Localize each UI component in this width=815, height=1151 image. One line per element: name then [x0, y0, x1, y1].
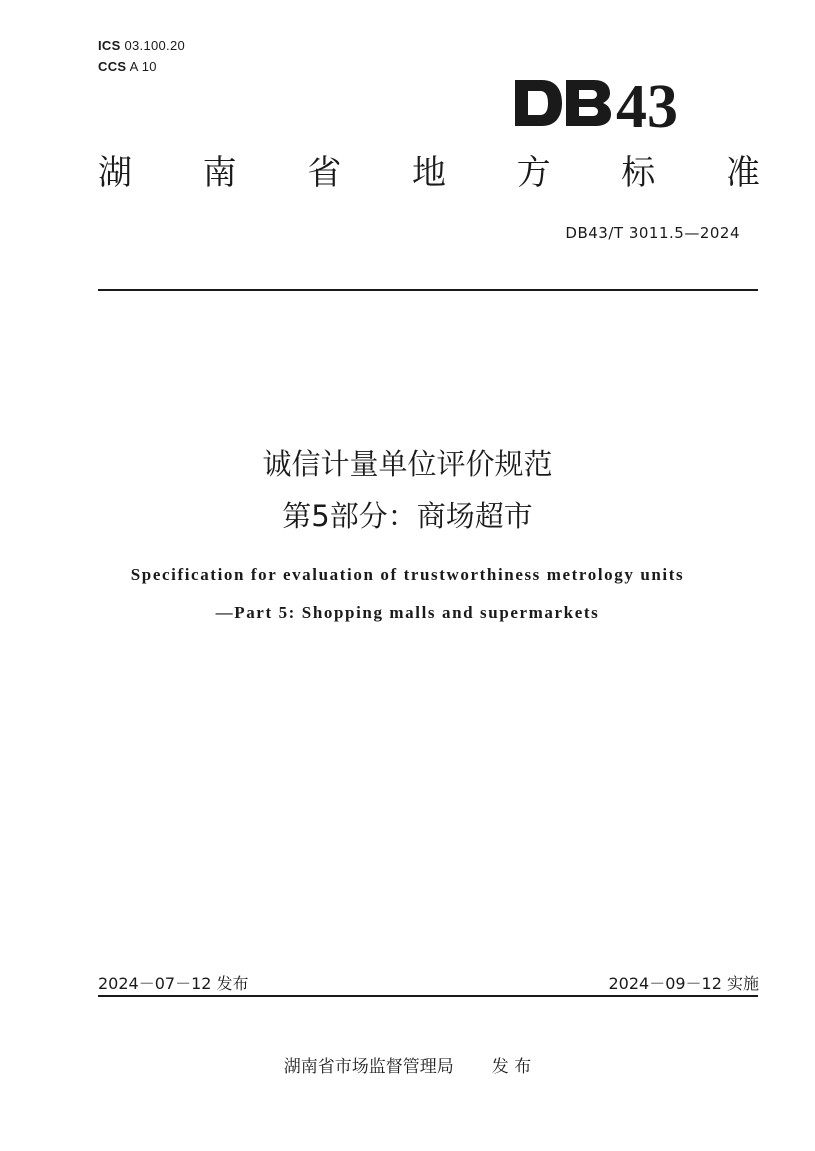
english-title-line-1: Specification for evaluation of trustworthiness metrology units — [130, 565, 685, 584]
issuer-name: 湖南省市场监督管理局 — [283, 1057, 454, 1077]
standard-type-char: 准 — [725, 153, 760, 193]
db43-logo — [512, 70, 702, 136]
ccs-code — [98, 59, 157, 74]
issuing-authority — [0, 1052, 815, 1077]
standard-type-char: 省 — [307, 153, 342, 193]
bottom-divider — [98, 995, 758, 997]
svg-text:43: 43 — [616, 73, 678, 136]
issuer-action: 发 布 — [491, 1057, 532, 1077]
standard-type-char: 湖 — [98, 153, 132, 193]
chinese-title-line-2: 第5部分：商场超市 — [282, 499, 533, 533]
ccs-label: CCS — [98, 59, 127, 74]
implementation-date: 2024－09－12 实施 — [608, 974, 759, 993]
ccs-value: A 10 — [129, 59, 157, 74]
top-divider — [98, 289, 758, 291]
standard-type-char: 地 — [411, 153, 446, 193]
standard-number: DB43/T 3011.5—2024 — [565, 224, 740, 242]
ics-label: ICS — [98, 38, 121, 53]
ics-code — [98, 38, 185, 53]
standard-type-heading — [98, 150, 760, 196]
ics-value: 03.100.20 — [124, 38, 186, 53]
standard-type-char: 方 — [516, 153, 551, 193]
issue-date: 2024－07－12 发布 — [98, 974, 249, 993]
chinese-title-line-1: 诚信计量单位评价规范 — [262, 447, 553, 481]
standard-type-char: 标 — [621, 153, 656, 193]
english-title-line-2: —Part 5: Shopping malls and supermarkets — [215, 603, 600, 622]
standard-type-char: 南 — [202, 153, 237, 193]
